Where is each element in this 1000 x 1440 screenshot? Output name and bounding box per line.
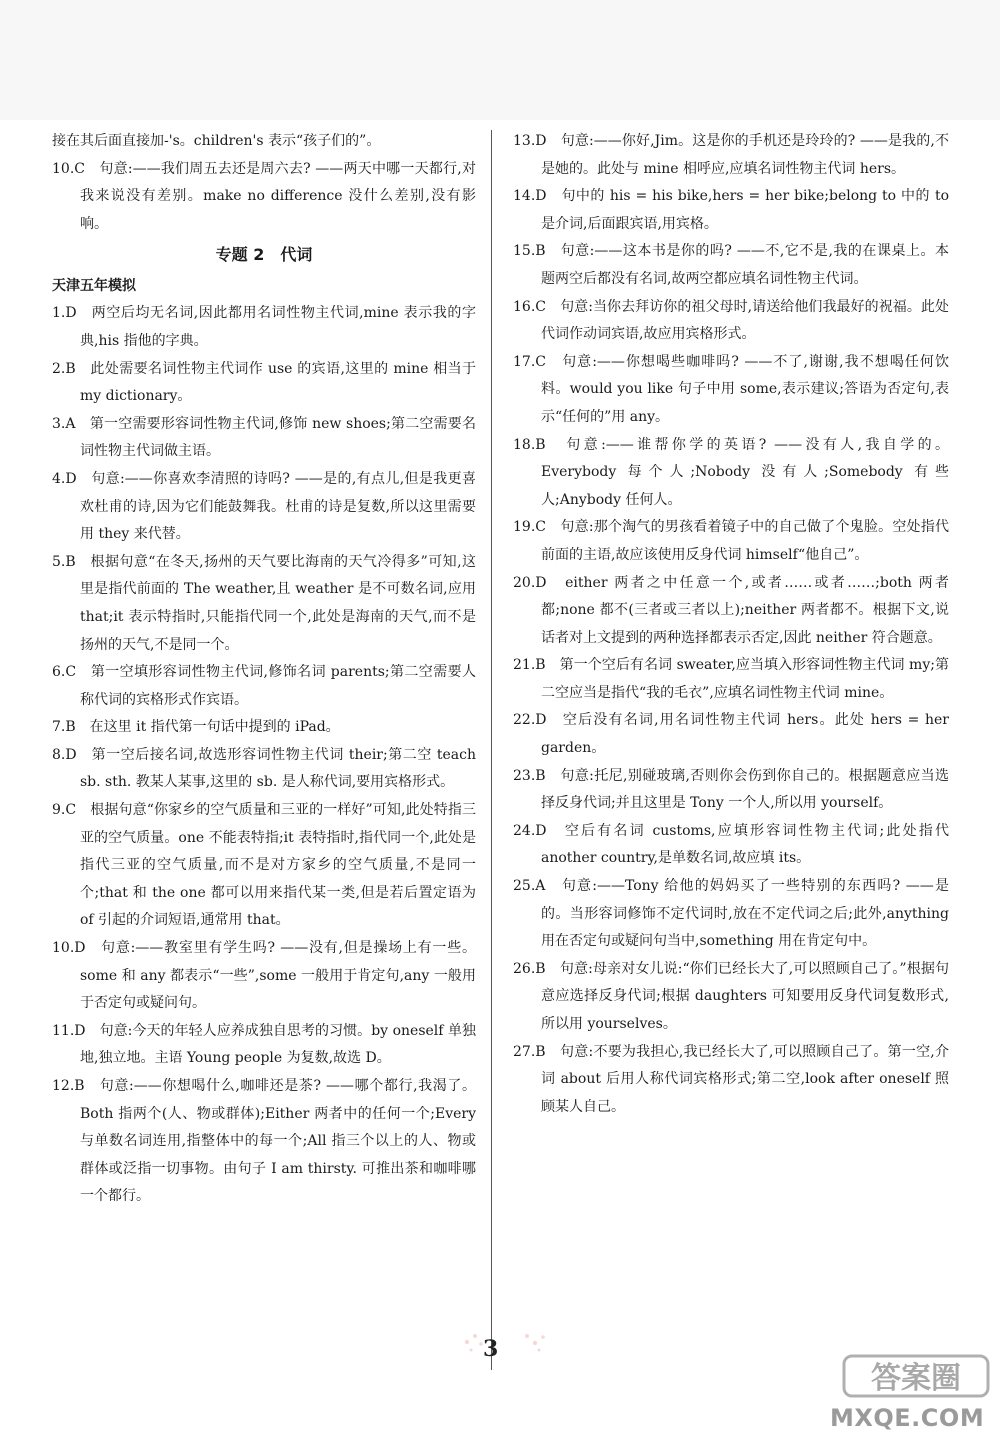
sub-heading: 天津五年模拟 bbox=[52, 278, 136, 295]
answer-entry: 17.C 句意:——你想喝些咖啡吗? ——不了,谢谢,我不想喝任何饮料。would you like 句子中用 some,表示建议;答语为否定句,表示“任何的”用 any。 bbox=[513, 353, 949, 425]
answer-entry: 4.D 句意:——你喜欢李清照的诗吗? ——是的,有点儿,但是我更喜欢杜甫的诗,因为它们能鼓舞我。杜甫的诗是复数,所以这里需要用 they 来代替。 bbox=[52, 470, 476, 543]
answer-entry: 24.D 空后有名词 customs,应填形容词性物主代词;此处指代 another country,是单数名词,故应填 its。 bbox=[513, 822, 949, 867]
answer-entry: 14.D 句中的 his = his bike,hers = her bike;belong to 中的 to 是介词,后面跟宾语,用宾格。 bbox=[513, 188, 949, 232]
watermark-url: MXQE.COM bbox=[830, 1404, 985, 1432]
answer-entry: 20.D either 两者之中任意一个,或者……或者……;both 两者都;none 都不(三者或三者以上);neither 两者都不。根据下文,说话者对上文提到的两种选择都表示否定,因此 neither 符合题意。 bbox=[513, 574, 949, 646]
page-number-ornament-icon bbox=[455, 1322, 555, 1358]
answer-entry: 3.A 第一空需要形容词性物主代词,修饰 new shoes;第二空需要名词性物主代词做主语。 bbox=[52, 415, 476, 460]
watermark-logo-icon bbox=[842, 1352, 990, 1400]
scan-top-margin bbox=[0, 0, 1000, 120]
answer-entry: 25.A 句意:——Tony 给他的妈妈买了一些特别的东西吗? ——是的。当形容词修饰不定代词时,放在不定代词之后;此外,anything 用在否定句或疑问句当中,something 用在肯定句中。 bbox=[513, 878, 949, 950]
answer-entry: 9.C 根据句意“你家乡的空气质量和三亚的一样好”可知,此处特指三亚的空气质量。one 不能表特指;it 表特指时,指代同一个,此处是指代三亚的空气质量,而不是对方家乡的空气质量,不是同一个;that 和 the one 都可以用来指代某一类,但是若后置定语为 of 引起的介词短语,通常用 that。 bbox=[52, 802, 476, 929]
answer-entry: 19.C 句意:那个淘气的男孩看着镜子中的自己做了个鬼脸。空处指代前面的主语,故应该使用反身代词 himself“他自己”。 bbox=[513, 519, 949, 563]
answer-entry: 8.D 第一空后接名词,故选形容词性物主代词 their;第二空 teach sb. sth. 教某人某事,这里的 sb. 是人称代词,要用宾格形式。 bbox=[52, 746, 476, 791]
answer-entry: 27.B 句意:不要为我担心,我已经长大了,可以照顾自己了。第一空,介词 about 后用人称代词宾格形式;第二空,look after oneself 照顾某人自己。 bbox=[513, 1043, 949, 1115]
answer-entry: 11.D 句意:今天的年轻人应养成独自思考的习惯。by oneself 单独地,独立地。主语 Young people 为复数,故选 D。 bbox=[52, 1022, 476, 1067]
page-number: 3 bbox=[483, 1336, 499, 1362]
answer-entry: 6.C 第一空填形容词性物主代词,修饰名词 parents;第二空需要人称代词的宾格形式作宾语。 bbox=[52, 664, 476, 708]
answer-entry: 13.D 句意:——你好,Jim。这是你的手机还是玲玲的? ——是我的,不是她的。此处与 mine 相呼应,应填名词性物主代词 hers。 bbox=[513, 133, 949, 177]
answer-entry: 10.D 句意:——教室里有学生吗? ——没有,但是操场上有一些。some 和 any 都表示“一些”,some 一般用于肯定句,any 一般用于否定句或疑问句。 bbox=[52, 940, 476, 1012]
right-column bbox=[513, 128, 949, 1121]
column-divider bbox=[491, 130, 492, 1370]
answer-entry: 10.C 句意:——我们周五去还是周六去? ——两天中哪一天都行,对我来说没有差别。make no difference 没什么差别,没有影响。 bbox=[52, 160, 476, 232]
answer-entry: 21.B 第一个空后有名词 sweater,应当填入形容词性物主代词 my;第二空应当是指代“我的毛衣”,应填名词性物主代词 mine。 bbox=[513, 657, 949, 701]
answer-entry: 12.B 句意:——你想喝什么,咖啡还是茶? ——哪个都行,我渴了。Both 指两个(人、物或群体);Either 两者中的任何一个;Every 与单数名词连用,指整体中的每一个;All 指三个以上的人、物或群体或泛指一切事物。由句子 I am thirsty. 可推出茶和咖啡哪一个都行。 bbox=[52, 1078, 476, 1205]
answer-entry: 18.B 句意:——谁帮你学的英语? ——没有人,我自学的。Everybody 每个人;Nobody 没有人;Somebody 有些人;Anybody 任何人。 bbox=[513, 436, 949, 508]
continuation-text: 接在其后面直接加-'s。children's 表示“孩子们的”。 bbox=[52, 133, 381, 149]
answer-entry: 26.B 句意:母亲对女儿说:“你们已经长大了,可以照顾自己了。”根据句意应选择反身代词;根据 daughters 可知要用反身代词复数形式,所以用 yourselves。 bbox=[513, 960, 949, 1032]
answer-entry: 23.B 句意:托尼,别碰玻璃,否则你会伤到你自己的。根据题意应当选择反身代词;并且这里是 Tony 一个人,所以用 yourself。 bbox=[513, 767, 949, 812]
answer-entry: 16.C 句意:当你去拜访你的祖父母时,请送给他们我最好的祝福。此处代词作动词宾语,故应用宾格形式。 bbox=[513, 298, 949, 343]
left-column bbox=[52, 128, 476, 1211]
answer-entry: 2.B 此处需要名词性物主代词作 use 的宾语,这里的 mine 相当于 my dictionary。 bbox=[52, 360, 476, 405]
answer-entry: 5.B 根据句意“在冬天,扬州的天气要比海南的天气冷得多”可知,这里是指代前面的 The weather,且 weather 是不可数名词,应用 that;it 表示特指时,只能指代同一个,此处是海南的天气,而不是扬州的天气,不是同一个。 bbox=[52, 553, 476, 653]
svg-text:答案圈: 答案圈 bbox=[871, 1361, 961, 1396]
answer-entry: 7.B 在这里 it 指代第一句话中提到的 iPad。 bbox=[52, 719, 340, 736]
answer-entry: 22.D 空后没有名词,用名词性物主代词 hers。此处 hers = her garden。 bbox=[513, 712, 949, 757]
answer-entry: 15.B 句意:——这本书是你的吗? ——不,它不是,我的在课桌上。本题两空后都没有名词,故两空都应填名词性物主代词。 bbox=[513, 243, 949, 287]
section-title: 专题 2 代词 bbox=[215, 245, 313, 265]
answer-entry: 1.D 两空后均无名词,因此都用名词性物主代词,mine 表示我的字典,his 指他的字典。 bbox=[52, 305, 476, 349]
